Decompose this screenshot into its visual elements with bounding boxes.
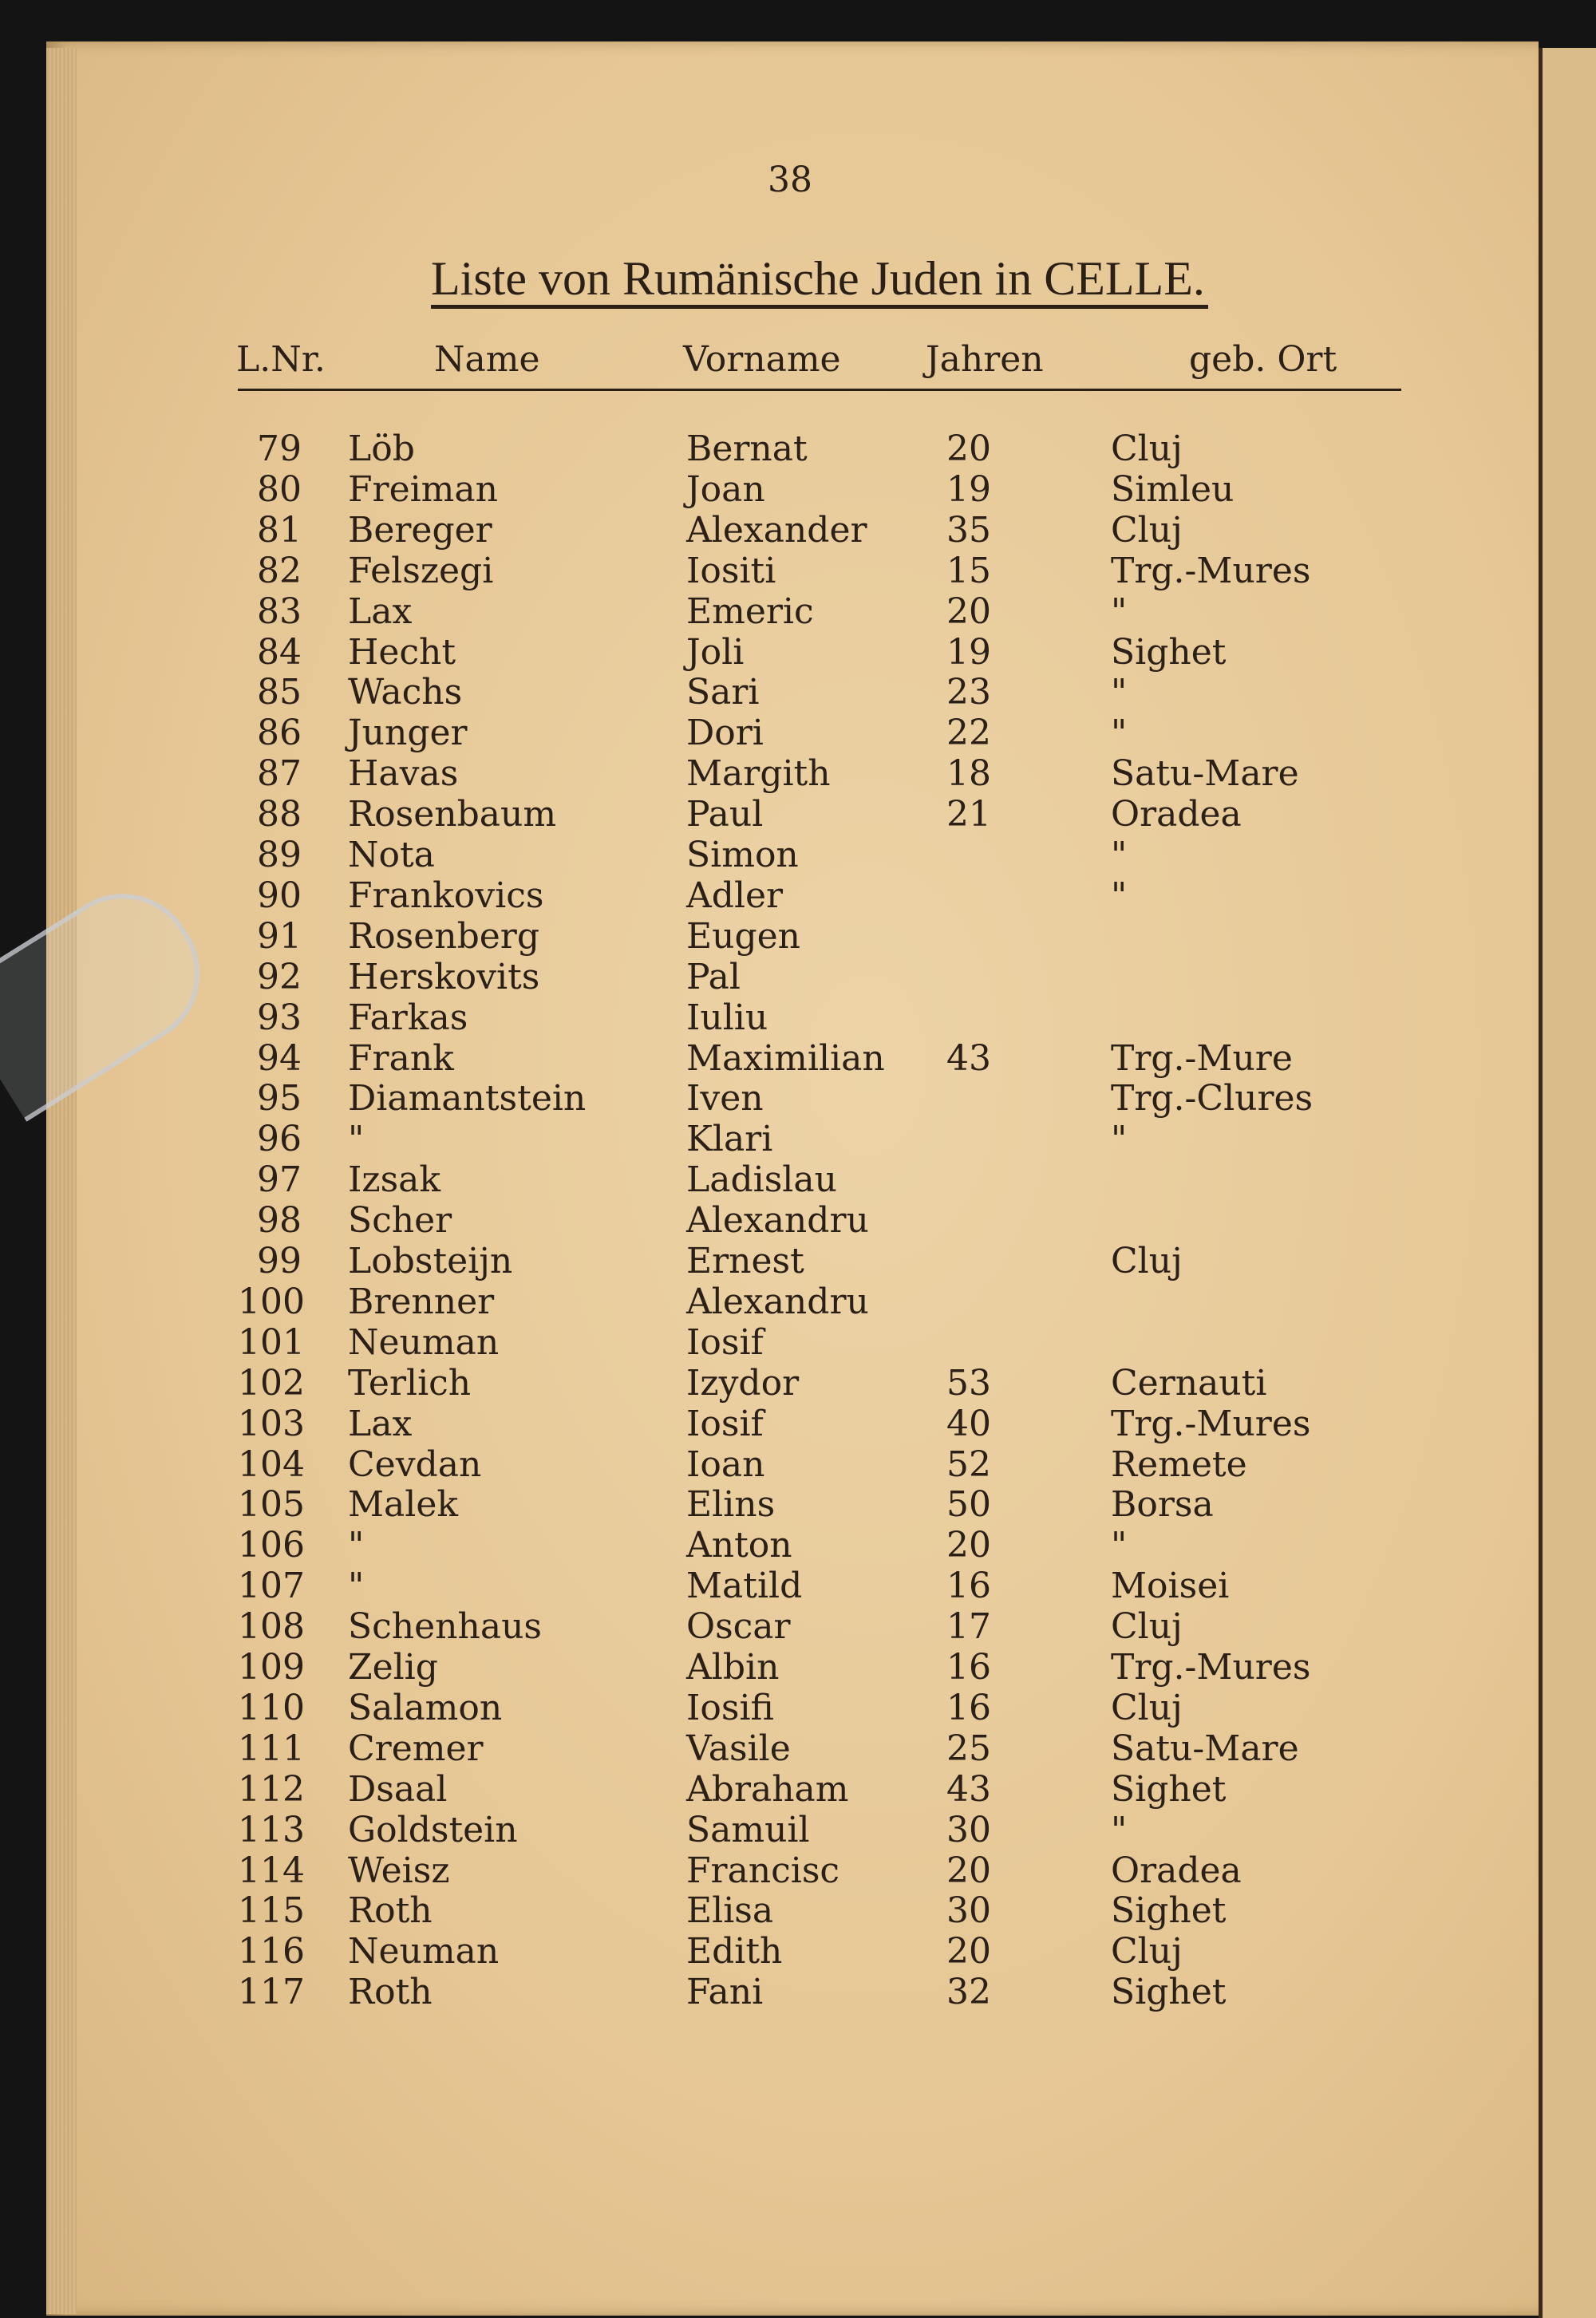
row-age: 43	[946, 1768, 991, 1810]
row-name: Lax	[348, 1403, 413, 1444]
row-number: 97	[257, 1159, 302, 1201]
row-birthplace: Sighet	[1111, 1972, 1227, 2013]
row-number: 109	[238, 1647, 305, 1688]
row-number: 117	[238, 1972, 305, 2013]
table-row	[0, 1890, 1596, 1931]
row-age: 20	[946, 428, 991, 469]
table-row	[0, 428, 1596, 469]
row-name: "	[348, 1566, 365, 1607]
row-vorname: Simon	[686, 835, 799, 875]
row-age: 20	[946, 1931, 991, 1972]
row-name: Malek	[348, 1484, 459, 1526]
row-vorname: Izydor	[686, 1362, 800, 1404]
row-vorname: Alexandru	[686, 1281, 869, 1322]
row-name: Hecht	[348, 631, 456, 673]
row-age: 40	[946, 1403, 991, 1444]
row-birthplace: "	[1111, 713, 1128, 754]
row-number: 114	[238, 1850, 305, 1891]
row-age: 20	[946, 1525, 991, 1566]
row-age: 23	[946, 672, 991, 713]
row-number: 104	[238, 1443, 305, 1485]
header-vorname: Vorname	[683, 339, 841, 380]
row-name: Roth	[348, 1890, 433, 1932]
row-vorname: Edith	[686, 1931, 783, 1972]
row-number: 108	[238, 1606, 305, 1648]
row-age: 16	[946, 1687, 991, 1728]
row-age: 20	[946, 1850, 991, 1891]
row-name: Lobsteijn	[348, 1241, 513, 1281]
row-vorname: Sari	[686, 672, 760, 713]
row-name: Havas	[348, 753, 459, 795]
table-row	[0, 1810, 1596, 1850]
row-name: Löb	[348, 428, 415, 469]
row-birthplace: Cluj	[1111, 1606, 1183, 1648]
row-age: 15	[946, 550, 991, 591]
row-age: 16	[946, 1647, 991, 1688]
row-birthplace: Moisei	[1111, 1566, 1230, 1607]
table-row	[0, 1404, 1596, 1444]
row-age: 52	[946, 1443, 991, 1485]
row-vorname: Ernest	[686, 1241, 804, 1281]
row-birthplace: Trg.-Mure	[1111, 1037, 1293, 1079]
row-name: Terlich	[348, 1362, 472, 1404]
row-name: Nota	[348, 835, 435, 875]
row-name: Cremer	[348, 1728, 484, 1769]
row-name: Frankovics	[348, 875, 544, 916]
row-vorname: Pal	[686, 956, 741, 997]
row-vorname: Vasile	[686, 1728, 791, 1769]
row-name: Scher	[348, 1200, 452, 1242]
table-row	[0, 672, 1596, 713]
row-number: 95	[257, 1078, 302, 1120]
row-number: 84	[257, 631, 302, 673]
header-nr: L.Nr.	[236, 339, 326, 380]
row-birthplace: Sighet	[1111, 631, 1227, 673]
row-number: 93	[257, 997, 302, 1038]
row-birthplace: "	[1111, 1525, 1128, 1566]
row-name: Dsaal	[348, 1768, 448, 1810]
row-vorname: Bernat	[686, 428, 808, 469]
table-row	[0, 1972, 1596, 2012]
row-age: 32	[946, 1972, 991, 2013]
table-row	[0, 1444, 1596, 1485]
row-number: 107	[238, 1566, 305, 1607]
row-number: 83	[257, 590, 302, 632]
row-age: 35	[946, 509, 991, 551]
row-age: 53	[946, 1362, 991, 1404]
row-number: 89	[257, 835, 302, 875]
table-row	[0, 916, 1596, 957]
table-row	[0, 469, 1596, 510]
row-number: 102	[238, 1362, 305, 1404]
table-row	[0, 997, 1596, 1038]
table-row	[0, 1363, 1596, 1404]
row-vorname: Iuliu	[686, 997, 768, 1038]
row-birthplace: Cluj	[1111, 509, 1183, 551]
row-birthplace: Oradea	[1111, 794, 1242, 835]
row-name: Zelig	[348, 1647, 438, 1688]
table-row	[0, 1159, 1596, 1200]
row-name: Brenner	[348, 1281, 495, 1322]
row-birthplace: Cluj	[1111, 1687, 1183, 1728]
row-age: 20	[946, 590, 991, 632]
row-vorname: Eugen	[686, 915, 800, 957]
row-name: Salamon	[348, 1687, 503, 1728]
table-row	[0, 591, 1596, 632]
row-vorname: Adler	[686, 875, 784, 916]
row-birthplace: Trg.-Mures	[1111, 1403, 1311, 1444]
table-row	[0, 753, 1596, 794]
row-number: 105	[238, 1484, 305, 1526]
row-birthplace: Remete	[1111, 1443, 1247, 1485]
row-birthplace: Borsa	[1111, 1484, 1214, 1526]
row-number: 81	[257, 509, 302, 551]
row-number: 99	[257, 1241, 302, 1281]
table-row	[0, 510, 1596, 551]
table-row	[0, 1484, 1596, 1525]
row-vorname: Iven	[686, 1078, 764, 1120]
table-row	[0, 1688, 1596, 1728]
table-row	[0, 835, 1596, 875]
table-row	[0, 1728, 1596, 1769]
row-name: Bereger	[348, 509, 492, 551]
row-name: Herskovits	[348, 956, 540, 997]
row-age: 30	[946, 1809, 991, 1850]
row-number: 100	[238, 1281, 305, 1322]
row-number: 106	[238, 1525, 305, 1566]
row-age: 50	[946, 1484, 991, 1526]
row-birthplace: "	[1111, 875, 1128, 916]
row-name: Diamantstein	[348, 1078, 587, 1120]
row-age: 22	[946, 713, 991, 754]
row-birthplace: Simleu	[1111, 468, 1235, 510]
row-birthplace: Cernauti	[1111, 1362, 1267, 1404]
table-row	[0, 1647, 1596, 1688]
row-vorname: Fani	[686, 1972, 764, 2013]
row-vorname: Iositi	[686, 550, 776, 591]
row-vorname: Albin	[686, 1647, 780, 1688]
row-vorname: Joli	[686, 631, 745, 673]
row-number: 79	[257, 428, 302, 469]
row-name: Frank	[348, 1037, 454, 1079]
header-jahren: Jahren	[926, 339, 1044, 380]
row-number: 91	[257, 915, 302, 957]
row-number: 92	[257, 956, 302, 997]
row-birthplace: Trg.-Mures	[1111, 1647, 1311, 1688]
row-vorname: Matild	[686, 1566, 803, 1607]
row-name: Cevdan	[348, 1443, 482, 1485]
row-vorname: Alexander	[686, 509, 867, 551]
row-age: 18	[946, 753, 991, 795]
row-vorname: Elins	[686, 1484, 776, 1526]
row-number: 116	[238, 1931, 305, 1972]
row-name: Neuman	[348, 1321, 500, 1363]
title-underline	[431, 305, 1208, 309]
table-row	[0, 1931, 1596, 1972]
table-row	[0, 1566, 1596, 1606]
table-row	[0, 875, 1596, 916]
row-number: 113	[238, 1809, 305, 1850]
row-birthplace: Trg.-Mures	[1111, 550, 1311, 591]
header-ort: geb. Ort	[1189, 339, 1337, 380]
page-number: 38	[768, 160, 812, 200]
row-name: Izsak	[348, 1159, 441, 1201]
row-name: Weisz	[348, 1850, 450, 1891]
row-vorname: Dori	[686, 713, 764, 754]
row-vorname: Klari	[686, 1119, 773, 1160]
row-age: 43	[946, 1037, 991, 1079]
row-birthplace: Cluj	[1111, 1241, 1183, 1281]
table-row	[0, 794, 1596, 835]
row-name: Farkas	[348, 997, 468, 1038]
row-vorname: Iosif	[686, 1403, 764, 1444]
row-vorname: Francisc	[686, 1850, 840, 1891]
row-birthplace: Cluj	[1111, 1931, 1183, 1972]
row-name: Freiman	[348, 468, 498, 510]
row-vorname: Anton	[686, 1525, 792, 1566]
row-number: 86	[257, 713, 302, 754]
row-age: 16	[946, 1566, 991, 1607]
table-row	[0, 1119, 1596, 1159]
row-vorname: Margith	[686, 753, 831, 795]
row-name: Felszegi	[348, 550, 494, 591]
row-name: Neuman	[348, 1931, 500, 1972]
row-number: 110	[238, 1687, 305, 1728]
row-name: "	[348, 1119, 365, 1160]
row-number: 111	[238, 1728, 305, 1769]
row-birthplace: Satu-Mare	[1111, 753, 1299, 795]
row-birthplace: "	[1111, 672, 1128, 713]
row-name: Rosenbaum	[348, 794, 557, 835]
row-age: 30	[946, 1890, 991, 1932]
table-row	[0, 957, 1596, 997]
row-name: "	[348, 1525, 365, 1566]
row-vorname: Ioan	[686, 1443, 765, 1485]
table-row	[0, 713, 1596, 753]
row-birthplace: Sighet	[1111, 1768, 1227, 1810]
row-vorname: Joan	[686, 468, 765, 510]
row-vorname: Emeric	[686, 590, 814, 632]
header-name: Name	[434, 339, 540, 380]
row-name: Roth	[348, 1972, 433, 2013]
row-birthplace: Cluj	[1111, 428, 1183, 469]
row-birthplace: "	[1111, 1809, 1128, 1850]
row-birthplace: Satu-Mare	[1111, 1728, 1299, 1769]
row-age: 17	[946, 1606, 991, 1648]
row-vorname: Maximilian	[686, 1037, 885, 1079]
row-vorname: Ladislau	[686, 1159, 837, 1201]
row-number: 112	[238, 1768, 305, 1810]
row-birthplace: "	[1111, 835, 1128, 875]
header-rule	[238, 389, 1401, 391]
row-age: 21	[946, 794, 991, 835]
table-row	[0, 1850, 1596, 1891]
table-row	[0, 632, 1596, 673]
row-number: 94	[257, 1037, 302, 1079]
table-row	[0, 1241, 1596, 1281]
row-name: Junger	[348, 713, 468, 754]
row-age: 19	[946, 631, 991, 673]
row-vorname: Elisa	[686, 1890, 774, 1932]
row-birthplace: "	[1111, 1119, 1128, 1160]
row-birthplace: Trg.-Clures	[1111, 1078, 1314, 1120]
table-row	[0, 1038, 1596, 1079]
row-name: Rosenberg	[348, 915, 539, 957]
row-number: 90	[257, 875, 302, 916]
row-vorname: Samuil	[686, 1809, 810, 1850]
row-vorname: Paul	[686, 794, 764, 835]
row-birthplace: Sighet	[1111, 1890, 1227, 1932]
table-row	[0, 1078, 1596, 1119]
row-number: 96	[257, 1119, 302, 1160]
table-row	[0, 1769, 1596, 1810]
row-name: Lax	[348, 590, 413, 632]
row-birthplace: "	[1111, 590, 1128, 632]
row-birthplace: Oradea	[1111, 1850, 1242, 1891]
row-vorname: Abraham	[686, 1768, 849, 1810]
row-number: 101	[238, 1321, 305, 1363]
row-number: 98	[257, 1200, 302, 1242]
row-number: 80	[257, 468, 302, 510]
row-number: 88	[257, 794, 302, 835]
page-title: Liste von Rumänische Juden in CELLE.	[431, 252, 1205, 305]
table-row	[0, 1525, 1596, 1566]
row-age: 19	[946, 468, 991, 510]
row-vorname: Oscar	[686, 1606, 791, 1648]
table-row	[0, 551, 1596, 591]
row-vorname: Alexandru	[686, 1200, 869, 1242]
row-number: 115	[238, 1890, 305, 1932]
row-vorname: Iosifi	[686, 1687, 774, 1728]
row-name: Wachs	[348, 672, 463, 713]
table-row	[0, 1200, 1596, 1241]
table-row	[0, 1322, 1596, 1363]
table-row	[0, 1281, 1596, 1322]
row-vorname: Iosif	[686, 1321, 764, 1363]
row-number: 87	[257, 753, 302, 795]
row-name: Schenhaus	[348, 1606, 542, 1648]
row-number: 85	[257, 672, 302, 713]
row-number: 82	[257, 550, 302, 591]
row-age: 25	[946, 1728, 991, 1769]
table-row	[0, 1606, 1596, 1647]
row-name: Goldstein	[348, 1809, 518, 1850]
row-number: 103	[238, 1403, 305, 1444]
